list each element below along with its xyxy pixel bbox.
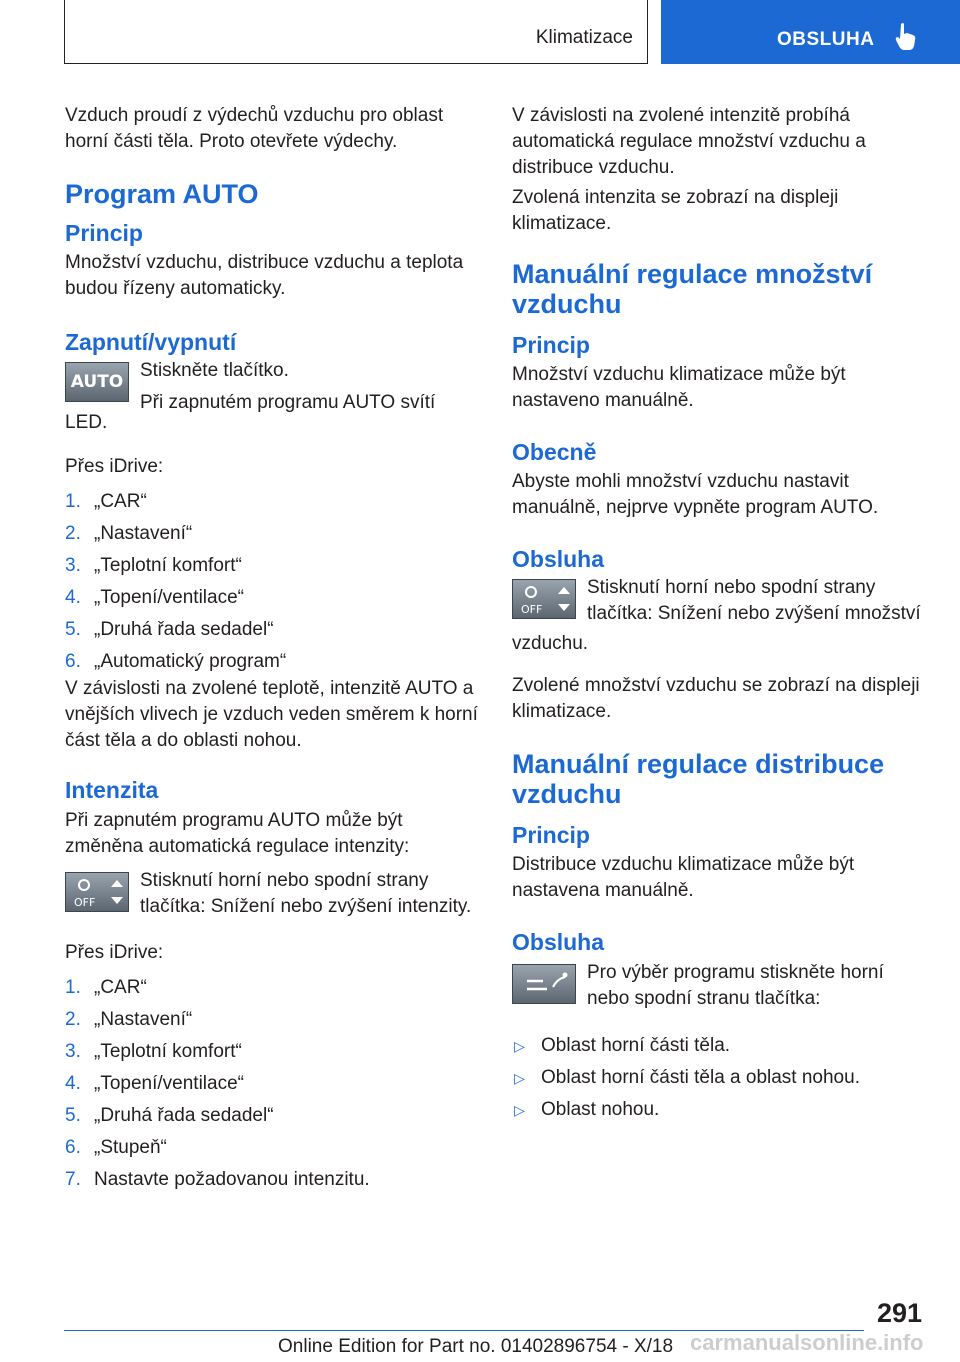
step-number: 3. <box>65 555 81 576</box>
step-item <box>65 518 480 550</box>
step-text: „Nastavení“ <box>94 523 193 544</box>
step-number: 1. <box>65 977 81 998</box>
dependency-text: V závislosti na zvolené teplotě, intenzitě AUTO a vnějších vlivech je vzduch veden směrem k horní část těla a do oblasti nohou. <box>65 678 478 751</box>
step-item <box>65 1132 480 1164</box>
step-number: 4. <box>65 587 81 608</box>
step-number: 5. <box>65 619 81 640</box>
fan-button-block-right <box>512 575 927 631</box>
section-title: Klimatizace <box>535 27 633 48</box>
intensity-text: Při zapnutém programu AUTO může být změněna automatická regulace intenzity: <box>65 810 410 857</box>
step-item <box>65 1164 480 1196</box>
step-text: Nastavte požadovanou intenzitu. <box>94 1169 370 1190</box>
step-number: 6. <box>65 651 81 672</box>
step-item <box>65 582 480 614</box>
step-text: „Automatický program“ <box>94 651 287 672</box>
operation-text-end: vzduchu. <box>512 633 589 654</box>
chosen-amount-text: Zvolené množství vzduchu se zobrazí na displeji klimatizace. <box>512 675 920 722</box>
triangle-bullet-icon: ▷ <box>514 1102 525 1118</box>
step-text: „Topení/ventilace“ <box>94 1073 244 1094</box>
onoff-line2: Při zapnutém programu AUTO svítí <box>140 392 436 413</box>
idrive-steps-2 <box>65 972 480 1196</box>
option-item <box>512 1062 927 1094</box>
heading-zapnuti: Zapnutí/vypnutí <box>65 329 237 355</box>
step-item <box>65 614 480 646</box>
onoff-line3: LED. <box>65 412 108 433</box>
step-item <box>65 550 480 582</box>
step-item <box>65 1068 480 1100</box>
step-text: „CAR“ <box>94 977 147 998</box>
step-text: „Teplotní komfort“ <box>94 555 242 576</box>
footer-edition: Online Edition for Part no. 01402896754 - X/18 <box>278 1336 674 1357</box>
step-number: 1. <box>65 491 81 512</box>
step-text: „Nastavení“ <box>94 1009 193 1030</box>
step-item <box>65 646 480 678</box>
heading-manual-amount: Manuální regulace množství vzduchu <box>512 259 873 319</box>
step-item <box>65 972 480 1004</box>
pointing-hand-icon <box>895 22 917 52</box>
auto-regulation-text: V závislosti na zvolené intenzitě probíhá automatická regulace množství vzduchu a distribuce vzduchu. <box>512 105 866 178</box>
step-item <box>65 1036 480 1068</box>
svg-text:OFF: OFF <box>74 896 96 909</box>
step-text: „Topení/ventilace“ <box>94 587 244 608</box>
display-text: Zvolená intenzita se zobrazí na displeji klimatizace. <box>512 187 839 234</box>
step-number: 7. <box>65 1169 81 1190</box>
auto-button-block <box>65 358 480 416</box>
triangle-bullet-icon: ▷ <box>514 1038 525 1054</box>
heading-obsluha: Obsluha <box>512 546 605 572</box>
auto-button-icon <box>65 362 129 402</box>
step-number: 4. <box>65 1073 81 1094</box>
heading-intenzita: Intenzita <box>65 777 159 803</box>
step-text: „Teplotní komfort“ <box>94 1041 242 1062</box>
heading-program-auto: Program AUTO <box>65 179 259 209</box>
idrive-label-2: Přes iDrive: <box>65 942 164 963</box>
header-section-box <box>64 0 648 64</box>
step-item <box>65 1004 480 1036</box>
option-item <box>512 1094 927 1126</box>
left-column <box>65 103 480 1196</box>
page-number: 291 <box>877 1298 923 1328</box>
step-text: „Stupeň“ <box>94 1137 167 1158</box>
princip2-text: Distribuce vzduchu klimatizace může být nastavena manuálně. <box>512 854 855 901</box>
distribution-button-text: Pro výběr programu stiskněte horní nebo spodní stranu tlačítka: <box>587 962 884 1009</box>
option-item <box>512 1030 927 1062</box>
step-number: 5. <box>65 1105 81 1126</box>
chapter-tab-label: OBSLUHA <box>777 29 875 50</box>
step-text: „Druhá řada sedadel“ <box>94 1105 274 1126</box>
triangle-bullet-icon: ▷ <box>514 1070 525 1086</box>
fan-button-block <box>65 868 480 936</box>
heading-princip-right-2: Princip <box>512 822 590 848</box>
fan-button-icon-right <box>512 579 576 619</box>
heading-princip: Princip <box>65 220 143 246</box>
fan-button-icon <box>65 872 129 912</box>
option-text: Oblast horní části těla. <box>541 1035 731 1056</box>
auto-button-label: AUTO <box>70 372 124 392</box>
air-distribution-button-icon <box>512 964 576 1004</box>
step-number: 6. <box>65 1137 81 1158</box>
heading-obecne: Obecně <box>512 439 597 465</box>
intro-text: Vzduch proudí z výdechů vzduchu pro oblast horní části těla. Proto otevřete výdechy. <box>65 105 444 152</box>
idrive-label-1: Přes iDrive: <box>65 456 164 477</box>
operation-text: Stisknutí horní nebo spodní strany tlačítka: Snížení nebo zvýšení množství <box>587 577 921 624</box>
watermark-logo: carmanualsonline.info <box>690 1330 924 1355</box>
right-column <box>512 103 927 1126</box>
onoff-line1: Stiskněte tlačítko. <box>140 360 289 381</box>
step-text: „Druhá řada sedadel“ <box>94 619 274 640</box>
step-text: „CAR“ <box>94 491 147 512</box>
distribution-options <box>512 1030 927 1126</box>
step-number: 3. <box>65 1041 81 1062</box>
step-item <box>65 1100 480 1132</box>
princip-right-text: Množství vzduchu klimatizace může být nastaveno manuálně. <box>512 364 846 411</box>
step-number: 2. <box>65 1009 81 1030</box>
heading-manual-distribution: Manuální regulace distribuce vzduchu <box>512 749 885 809</box>
princip-text: Množství vzduchu, distribuce vzduchu a teplota budou řízeny automaticky. <box>65 252 464 299</box>
option-text: Oblast horní části těla a oblast nohou. <box>541 1067 860 1088</box>
step-item <box>65 486 480 518</box>
general-text: Abyste mohli množství vzduchu nastavit manuálně, nejprve vypněte program AUTO. <box>512 471 879 518</box>
distribution-button-block <box>512 960 927 1026</box>
step-number: 2. <box>65 523 81 544</box>
heading-princip-right: Princip <box>512 332 590 358</box>
chapter-tab <box>661 0 960 64</box>
heading-obsluha-2: Obsluha <box>512 929 605 955</box>
option-text: Oblast nohou. <box>541 1099 660 1120</box>
svg-text:OFF: OFF <box>521 603 543 616</box>
intensity-button-text: Stisknutí horní nebo spodní strany tlačítka: Snížení nebo zvýšení intenzity. <box>140 870 472 917</box>
idrive-steps-1 <box>65 486 480 678</box>
